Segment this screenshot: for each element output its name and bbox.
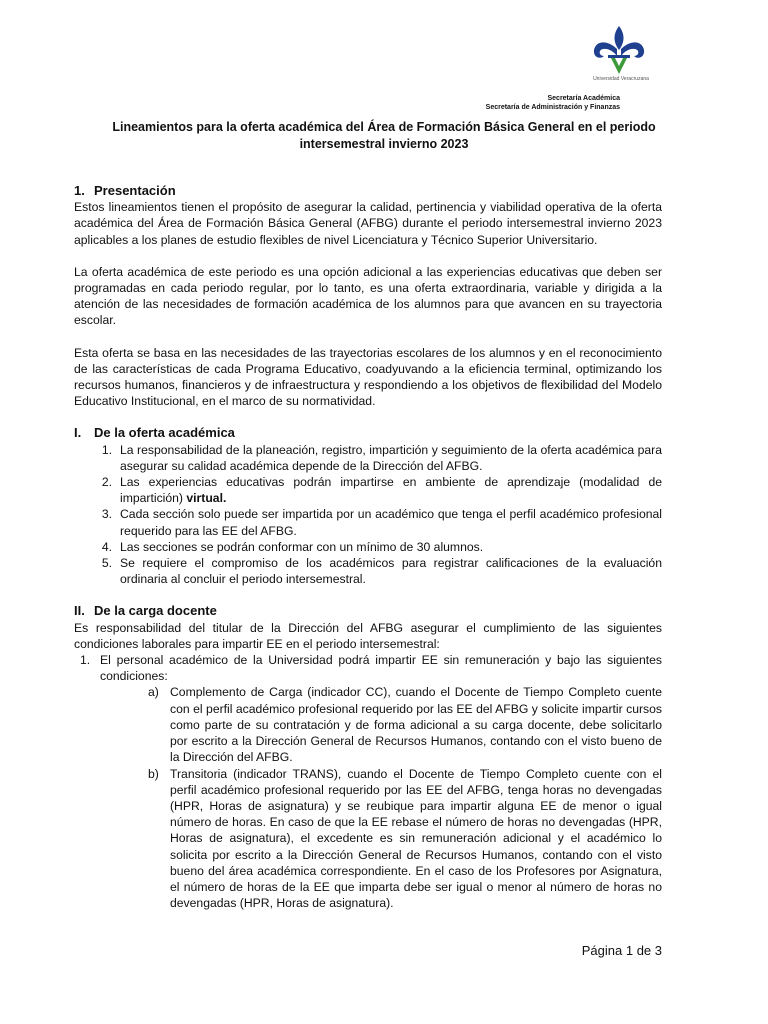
section-title: Presentación — [94, 183, 176, 198]
item-number: 2. — [101, 475, 112, 490]
item-text: La responsabilidad de la planeación, registro, impartición y seguimiento de la oferta académica para asegurar su calidad académica depende de la Dirección del AFBG. — [120, 442, 662, 473]
section-title: De la carga docente — [94, 603, 217, 619]
item-text-bold: virtual. — [186, 491, 227, 506]
paragraph: La oferta académica de este periodo es una opción adicional a las experiencias educativas que deben ser programadas en cada periodo regular, por lo tanto, es una oferta extraordinaria, variable y dirigida a la atención de las necesidades de formación académica de los alumnos para que avancen en su trayectoria escolar. — [74, 264, 662, 328]
document-title: Lineamientos para la oferta académica del Área de Formación Básica General en el periodo intersemestral invierno 2023 — [112, 120, 656, 151]
oferta-list — [74, 442, 662, 588]
item-letter: a) — [148, 685, 159, 700]
section-title: De la oferta académica — [94, 425, 235, 441]
section-heading-carga — [74, 603, 662, 619]
carga-sublist — [100, 684, 662, 911]
list-item — [74, 539, 662, 555]
carga-list — [74, 652, 662, 684]
secretaria-academica: Secretaría Académica — [547, 95, 620, 102]
item-text: El personal académico de la Universidad podrá impartir EE sin remuneración y bajo las siguientes condiciones: — [100, 653, 662, 684]
item-text: Las secciones se podrán conformar con un mínimo de 30 alumnos. — [120, 539, 484, 554]
university-logo — [584, 22, 654, 76]
paragraph: Esta oferta se basa en las necesidades de las trayectorias escolares de los alumnos y en el reconocimiento de las características de cada Programa Educativo, coadyuvando a la eficiencia terminal, optimizando los recursos humanos, financieros y de infraestructura y respondiendo a los objetivos de flexibilidad del Modelo Educativo Institucional, en el marco de su normatividad. — [74, 345, 662, 409]
sublist-item — [100, 766, 662, 912]
list-item — [74, 555, 662, 587]
item-number: 1. — [80, 653, 91, 668]
page-number: Página 1 de 3 — [581, 943, 662, 958]
paragraph: Estos lineamientos tienen el propósito de asegurar la calidad, pertinencia y viabilidad operativa de la oferta académica del Área de Formación Básica General (AFBG) durante el periodo intersemestral invierno 2023 aplicables a los planes de estudio flexibles de nivel Licenciatura y Técnico Superior Universitario. — [74, 200, 662, 247]
item-text: Se requiere el compromiso de los académicos para registrar calificaciones de la evaluación ordinaria al concluir el periodo intersemestral. — [120, 556, 662, 587]
item-number: 3. — [101, 507, 112, 522]
item-number: 4. — [101, 539, 112, 554]
section-number: 1. — [74, 183, 85, 198]
section-heading-oferta — [74, 425, 662, 441]
item-text: Complemento de Carga (indicador CC), cuando el Docente de Tiempo Completo cuente con el perfil académico profesional requerido por las EE del AFBG y solicite impartir cursos como parte de su contratación y de forma adicional a su carga docente, debe solicitarlo por escrito a la Dirección General de Recursos Humanos, contando con el visto bueno de la Dirección del AFBG. — [170, 685, 662, 765]
section-number: I. — [74, 425, 82, 441]
section-heading-presentacion — [74, 183, 662, 199]
item-text-main: Las experiencias educativas podrán impartirse en ambiente de aprendizaje (modalidad de impartición) — [120, 475, 662, 506]
logo-caption: Universidad Veracruzana — [593, 76, 649, 82]
item-text: Transitoria (indicador TRANS), cuando el Docente de Tiempo Completo cuente con el perfil académico profesional requerido por las EE del AFBG, tenga horas no devengadas (HPR, Horas de asignatura) y se reubique para impartir alguna EE de menor o igual número de horas. En caso de que la EE rebase el número de horas no devengadas (HPR, Horas de asignatura), el excedente es sin remuneración adicional y el académico lo solicita por escrito a la Dirección General de Recursos Humanos, contando con el visto bueno del área académica correspondiente. En el caso de los Profesores por Asignatura, el número de horas de la EE que imparta debe ser igual o menor al número de horas no devengadas (HPR, Horas de asignatura). — [170, 766, 662, 911]
list-item — [74, 474, 662, 506]
list-item — [74, 652, 662, 684]
item-text — [120, 474, 662, 506]
paragraph: Es responsabilidad del titular de la Dirección del AFBG asegurar el cumplimiento de las siguientes condiciones laborales para impartir EE en el periodo intersemestral: — [74, 620, 662, 651]
item-text: Cada sección solo puede ser impartida por un académico que tenga el perfil académico profesional requerido para las EE del AFBG. — [120, 507, 662, 538]
secretariat-block — [486, 94, 620, 112]
item-letter: b) — [148, 766, 159, 781]
item-number: 5. — [101, 556, 112, 571]
secretaria-administracion: Secretaría de Administración y Finanzas — [485, 104, 620, 111]
sublist-item — [100, 684, 662, 765]
section-number: II. — [74, 603, 85, 619]
document-body — [74, 183, 662, 911]
item-number: 1. — [101, 442, 112, 457]
list-item — [74, 442, 662, 474]
list-item — [74, 506, 662, 538]
